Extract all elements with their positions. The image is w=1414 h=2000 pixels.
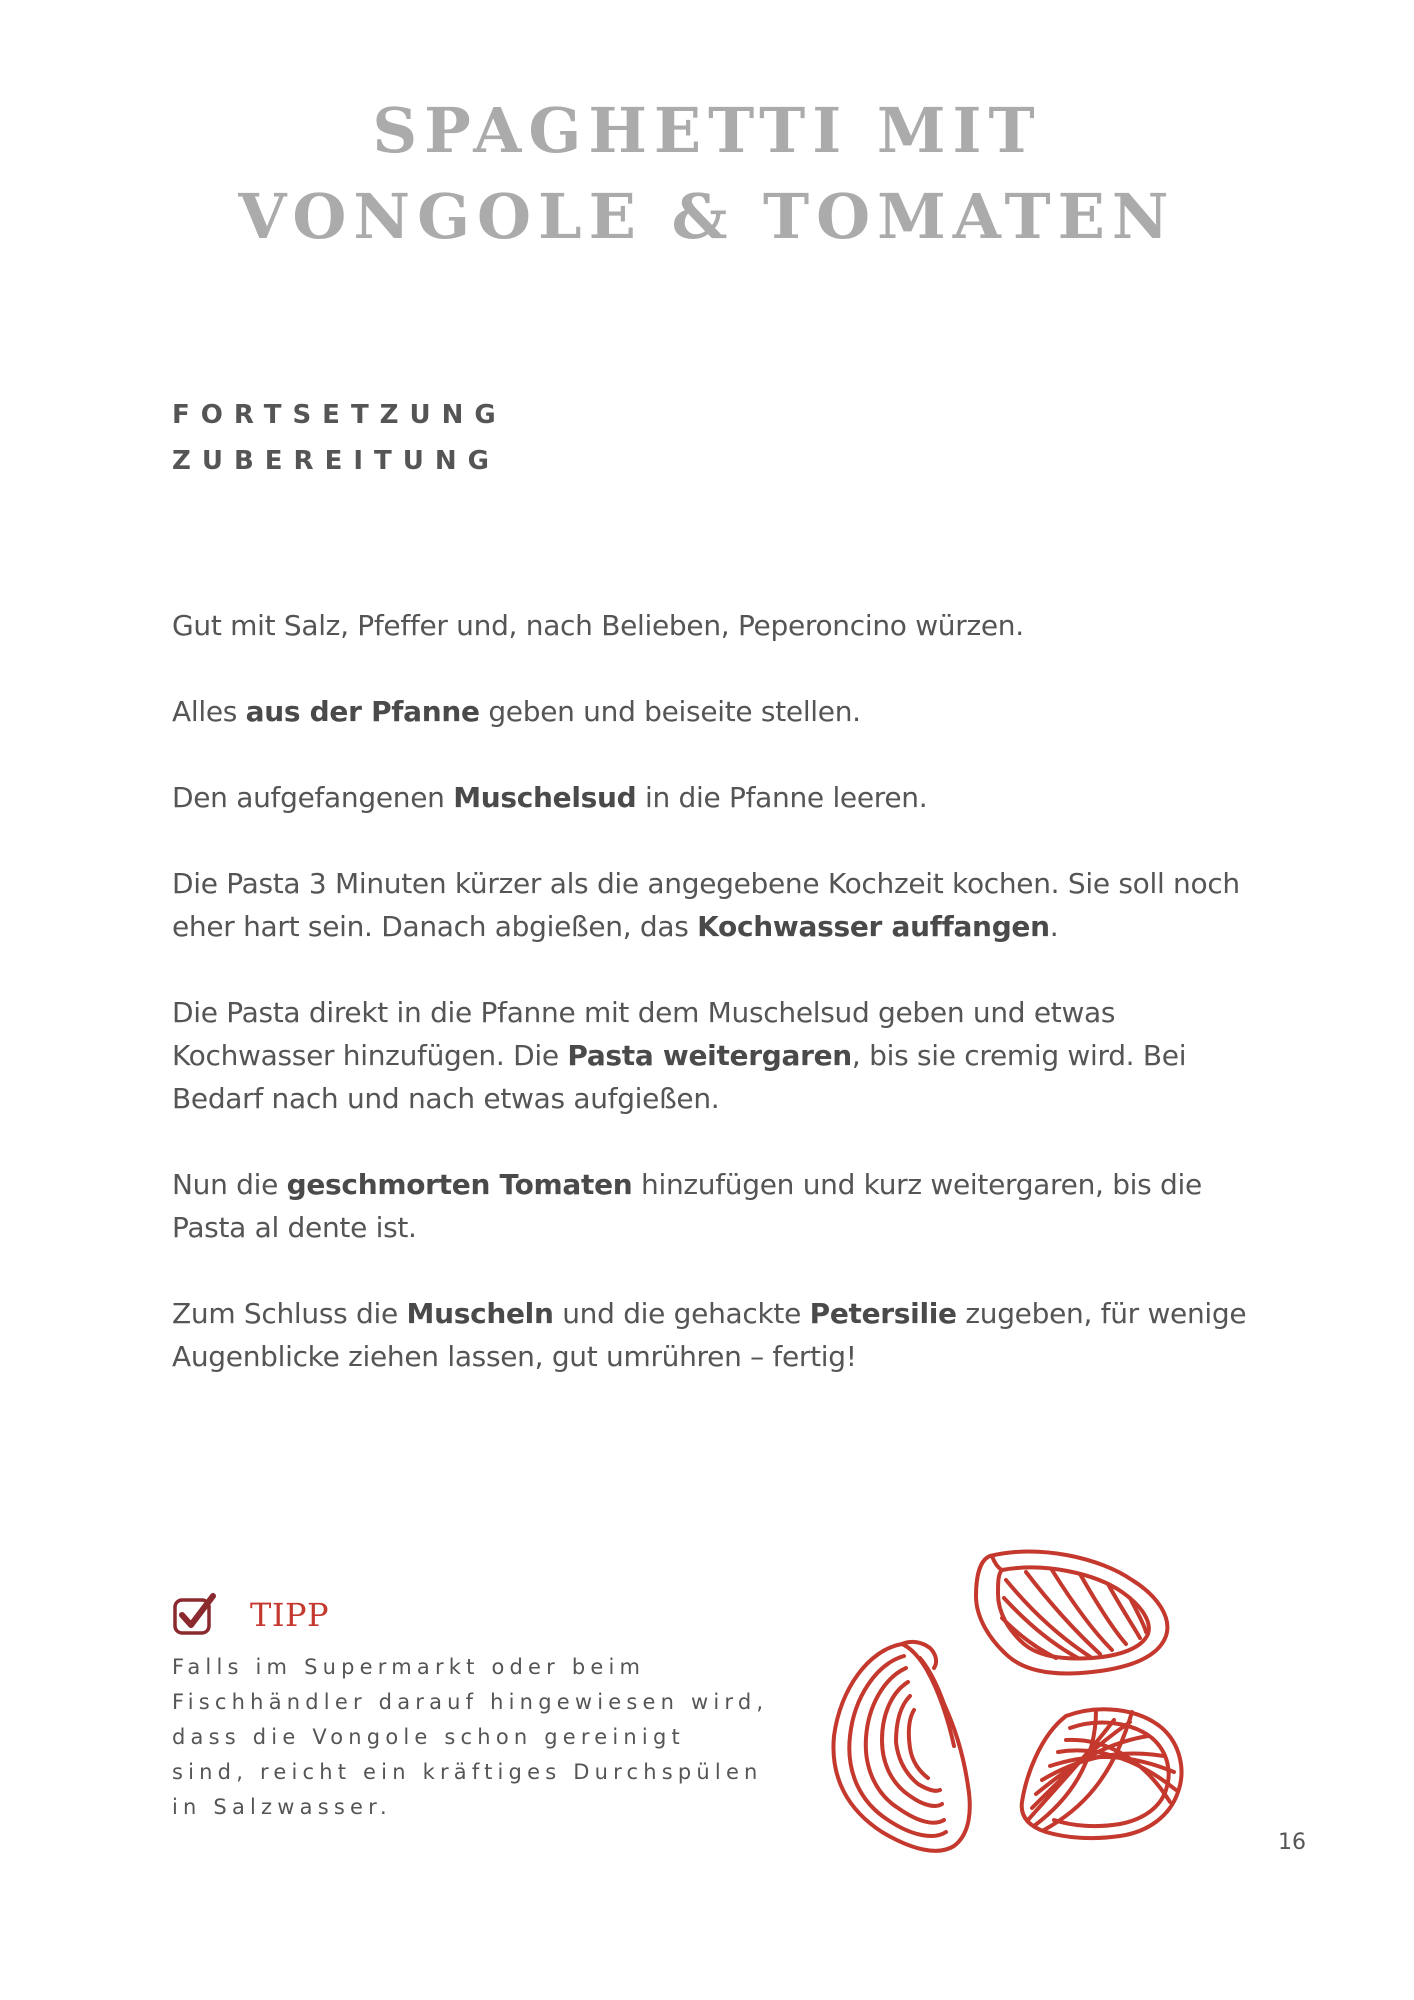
clam-shell-right-icon xyxy=(1022,1709,1182,1838)
step-text: Zum Schluss die xyxy=(172,1297,407,1330)
section-heading-line-2: ZUBEREITUNG xyxy=(172,446,500,476)
preparation-steps xyxy=(172,604,1252,1421)
step-emphasis: aus der Pfanne xyxy=(245,695,480,728)
preparation-step xyxy=(172,1292,1252,1378)
step-emphasis: Petersilie xyxy=(809,1297,957,1330)
preparation-step xyxy=(172,690,1252,733)
clam-shell-left-icon xyxy=(833,1642,969,1851)
step-text: zugeben, für wenige Augenblicke ziehen lassen, gut umrühren – fertig! xyxy=(172,1297,1247,1373)
preparation-step xyxy=(172,776,1252,819)
step-text: . xyxy=(1049,910,1059,943)
recipe-title-line-1: SPAGHETTI MIT xyxy=(372,94,1042,167)
preparation-step xyxy=(172,604,1252,647)
step-text: Die Pasta 3 Minuten kürzer als die angegebene Kochzeit kochen. Sie soll noch eher hart sein. Danach abgießen, das xyxy=(172,867,1240,943)
step-text: Gut mit Salz, Pfeffer und, nach Belieben, Peperoncino würzen. xyxy=(172,609,1024,642)
step-text: , bis sie cremig wird. Bei Bedarf nach und nach etwas aufgießen. xyxy=(172,1039,1187,1115)
step-text: Den aufgefangenen xyxy=(172,781,454,814)
tip-header xyxy=(172,1592,329,1638)
clam-shells-illustration xyxy=(830,1540,1250,1880)
preparation-step xyxy=(172,991,1252,1120)
recipe-title-line-2: VONGOLE & TOMATEN xyxy=(238,180,1176,253)
step-text: und die gehackte xyxy=(553,1297,810,1330)
clam-shell-top-icon xyxy=(976,1552,1167,1674)
step-emphasis: Muschelsud xyxy=(453,781,637,814)
preparation-step xyxy=(172,1163,1252,1249)
step-emphasis: geschmorten Tomaten xyxy=(286,1168,633,1201)
section-heading xyxy=(172,392,507,484)
step-text: Die Pasta direkt in die Pfanne mit dem Muschelsud geben und etwas Kochwasser hinzufügen. Die xyxy=(172,996,1116,1072)
step-emphasis: Kochwasser auffangen xyxy=(697,910,1050,943)
step-emphasis: Pasta weitergaren xyxy=(567,1039,852,1072)
page-number: 16 xyxy=(1278,1830,1306,1855)
tip-text: Falls im Supermarkt oder beim Fischhändler darauf hingewiesen wird, dass die Vongole schon gereinigt sind, reicht ein kräftiges Durchspülen in Salzwasser. xyxy=(172,1655,769,1819)
checkbox-check-icon xyxy=(172,1593,216,1637)
step-text: Nun die xyxy=(172,1168,287,1201)
step-text: hinzufügen und kurz weitergaren, bis die Pasta al dente ist. xyxy=(172,1168,1202,1244)
step-text: Alles xyxy=(172,695,246,728)
section-heading-line-1: FORTSETZUNG xyxy=(172,400,507,430)
step-emphasis: Muscheln xyxy=(406,1297,554,1330)
preparation-step xyxy=(172,862,1252,948)
recipe-title xyxy=(0,88,1414,260)
tip-label: TIPP xyxy=(250,1596,330,1634)
step-text: in die Pfanne leeren. xyxy=(636,781,928,814)
step-text: geben und beiseite stellen. xyxy=(479,695,861,728)
